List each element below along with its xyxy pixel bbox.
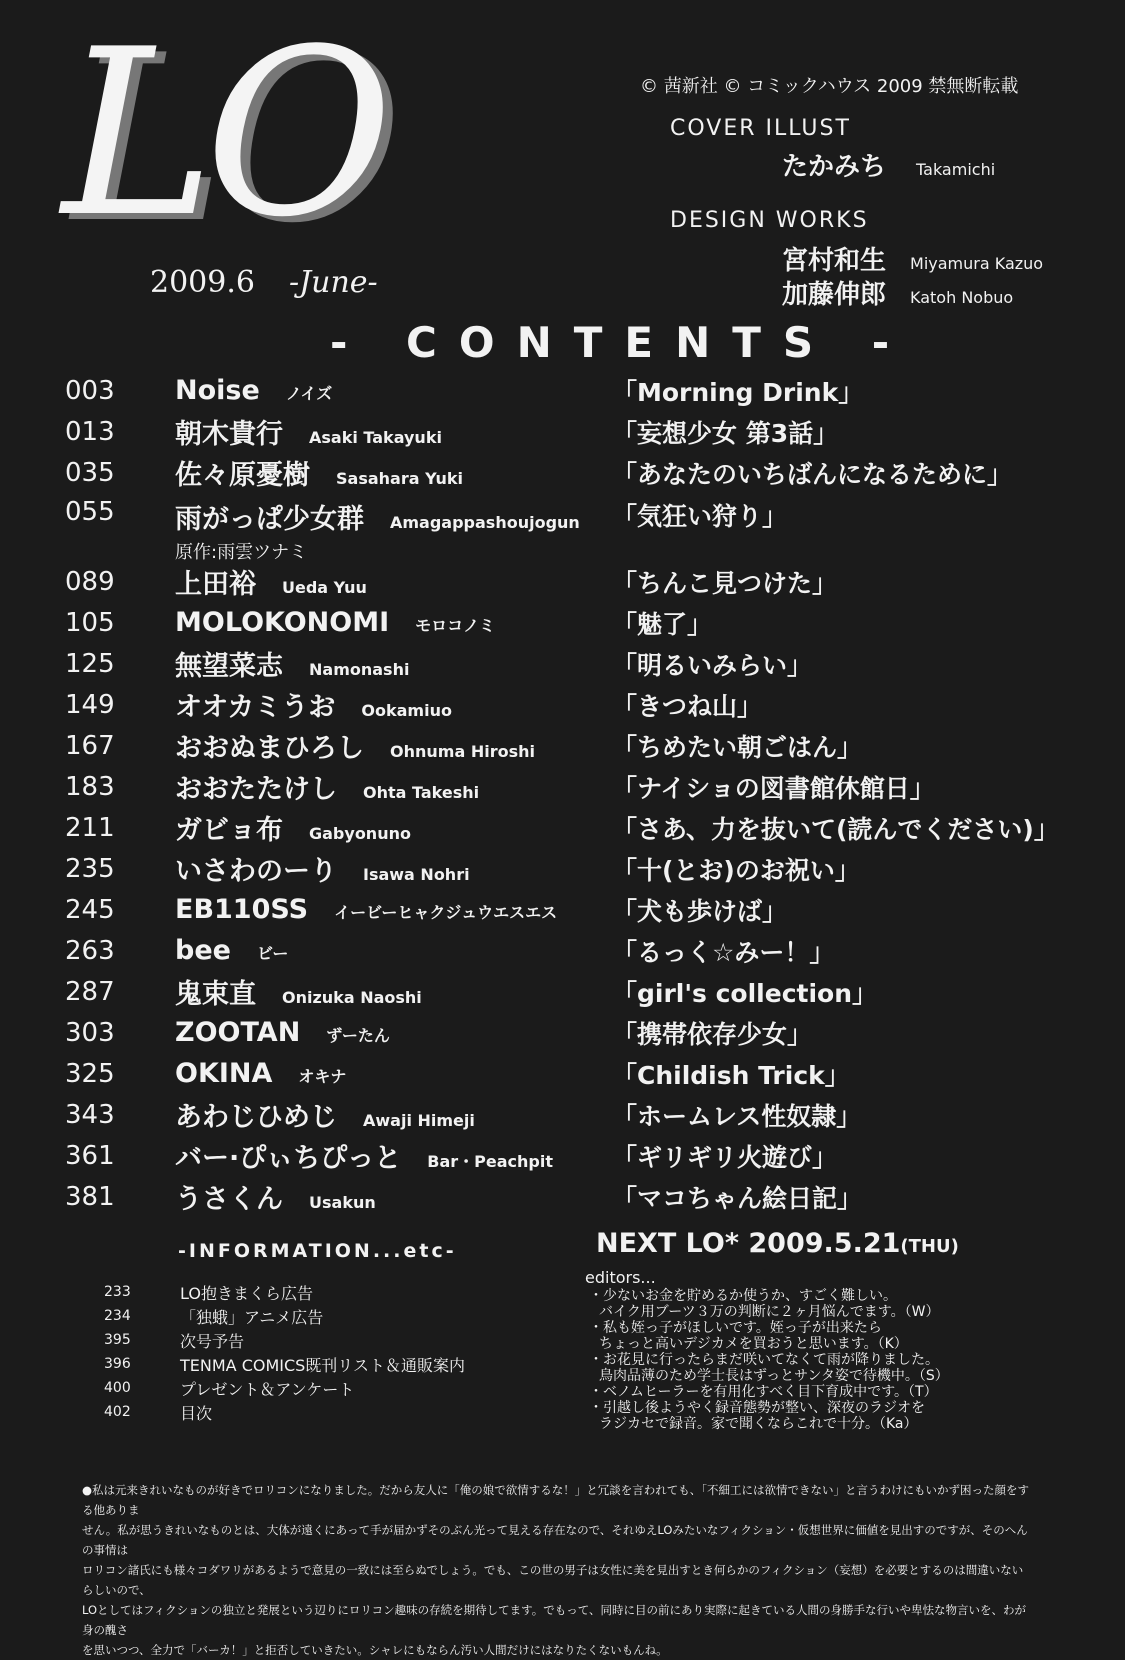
editor-note-line: 鳥肉品薄のため学士長はずっとサンタ姿で待機中。（S） [599,1368,949,1384]
table-of-contents [65,370,1105,1217]
toc-row [65,602,1105,643]
author-romaji: ノイズ [285,384,333,403]
editor-note-line: ・お花見に行ったらまだ咲いてなくて雨が降りました。 [589,1352,939,1368]
toc-row [65,1135,1105,1176]
story-title: 「ちめたい朝ごはん」 [612,732,863,762]
story-title: 「るっく☆みー！」 [612,937,835,967]
author-romaji: Gabyonuno [309,824,411,843]
editorial-line: を思いつつ、全力で「バーカ！」と拒否していきたい。シャレにもならん汚い人間だけにはなりたくないもんね。 [82,1643,668,1657]
story-title: 「気狂い狩り」 [612,502,788,531]
story-title: 「ホームレス性奴隷」 [612,1101,862,1131]
page-number: 303 [65,1017,115,1048]
editorial-line: せん。私が思うきれいなものとは、大体が遠くにあって手が届かずそのぶん光って見える存在なので、それゆえLOみたいなフィクション・仮想世界に価値を見出すのですが、そのへんの事情は [82,1523,1028,1557]
story-title: 「ナイショの図書館休館日」 [612,773,935,803]
design-credit [782,240,1043,277]
author [175,644,612,683]
toc-row [65,725,1105,766]
page-number: 245 [65,894,115,925]
design-works-heading: DESIGN WORKS [670,208,869,233]
editor-note-line: バイク用ブーツ３万の判断に２ヶ月悩んでます。（W） [599,1304,940,1320]
editorial-line: LOとしてはフィクションの独立と発展という辺りにロリコン趣味の存続を期待してます。でもって、同時に目の前にあり実際に起きている人間の身勝手な行いや卑怯な物言いを、わが身の醜さ [82,1603,1027,1637]
page-number: 149 [65,689,115,720]
story-title: 「ちんこ見つけた」 [612,568,838,598]
toc-row [65,971,1105,1012]
copyright-notice: © 茜新社 © コミックハウス 2009 禁無断転載 [640,76,1019,97]
author-name: あわじひめじ [175,1102,337,1133]
story-title: 「携帯依存少女」 [612,1019,813,1049]
page-number: 395 [104,1332,131,1348]
page-number: 396 [104,1356,131,1372]
page-number: 035 [65,457,115,488]
page-number: 055 [65,497,115,527]
author-romaji: Ohnuma Hiroshi [390,742,535,761]
contents-title: - CONTENTS - [330,318,912,367]
author [175,849,612,888]
author [175,1095,612,1134]
information-label: 目次 [180,1403,213,1423]
author [175,1058,612,1089]
author-romaji: オキナ [298,1067,347,1086]
author-name: 無望菜志 [175,651,283,682]
author [175,894,612,925]
information-label: 「独蛾」アニメ広告 [180,1307,324,1327]
author-name: 佐々原憂樹 [175,460,310,491]
toc-row [65,807,1105,848]
toc-row [65,1053,1105,1094]
page-number: 089 [65,566,115,597]
page-number: 402 [104,1404,131,1420]
toc-row [65,493,1105,561]
page-number: 235 [65,853,115,884]
toc-row [65,766,1105,807]
author-romaji: Ueda Yuu [282,578,367,597]
next-issue-label: NEXT LO* 2009.5.21 [596,1228,901,1259]
page-number: 125 [65,648,115,679]
author-name: EB110SS [175,894,309,925]
author-romaji: Ohta Takeshi [363,783,480,802]
credit-romaji: Miyamura Kazuo [910,254,1044,273]
story-title: 「十(とお)のお祝い」 [612,855,860,885]
author [175,767,612,806]
editor-note-line: ・私も姪っ子がほしいです。姪っ子が出来たら [589,1320,882,1336]
story-title: 「girl's collection」 [612,978,878,1008]
author [175,935,612,966]
story-title: 「明るいみらい」 [612,650,813,680]
page-number: 343 [65,1099,115,1130]
author [175,726,612,765]
author-romaji: ビー [256,944,289,963]
author-name: bee [175,935,231,966]
credit-romaji: Katoh Nobuo [910,288,1014,307]
toc-row [65,643,1105,684]
author-romaji: Bar・Peachpit [427,1152,553,1171]
author-name: おおぬまひろし [175,733,364,764]
author-name: Noise [175,375,260,406]
next-issue [596,1228,959,1259]
story-title: 「Childish Trick」 [612,1060,850,1090]
cover-illust-heading: COVER ILLUST [670,116,851,141]
author-romaji: Isawa Nohri [363,865,470,884]
editor-note-line: ラジカセで録音。家で聞くならこれで十分。（Ka） [599,1416,918,1432]
information-item [104,1352,465,1376]
author [175,375,612,406]
information-label: プレゼント＆アンケート [180,1379,355,1399]
next-issue-day: (THU) [900,1236,959,1257]
story-title: 「妄想少女 第3話」 [612,418,839,448]
author [175,685,612,724]
author [175,497,612,564]
page-number: 400 [104,1380,131,1396]
page-number: 211 [65,812,115,843]
page-number: 234 [104,1308,131,1324]
author-name: 朝木貴行 [175,419,283,450]
page-number: 233 [104,1284,131,1300]
author-name: MOLOKONOMI [175,607,390,638]
author-name: おおたたけし [175,774,337,805]
author [175,972,612,1011]
issue-date [150,265,378,300]
credit-name: たかみち [782,152,887,182]
page-number: 263 [65,935,115,966]
page-number: 287 [65,976,115,1007]
page-number: 003 [65,375,115,406]
author [175,1017,612,1048]
author-name: オオカミうお [175,692,336,723]
toc-row [65,561,1105,602]
author-name: バー·ぴぃちぴっと [175,1143,402,1174]
toc-row [65,1012,1105,1053]
cover-credit [782,146,995,183]
page-number: 013 [65,416,115,447]
page-number: 381 [65,1181,115,1212]
information-label: TENMA COMICS既刊リスト＆通販案内 [180,1355,465,1375]
toc-row [65,848,1105,889]
author [175,1177,612,1216]
toc-row [65,1176,1105,1217]
toc-row [65,411,1105,452]
story-title: 「さあ、力を抜いて(読んでください)」 [612,814,1059,844]
editorial-line: ロリコン諸氏にも様々コダワリがあるようで意見の一致には至らぬでしょう。でも、この世の男子は女性に美を見出すとき何らかのフィクション（妄想）を必要とするのは間違いないらしいので、 [82,1563,1024,1597]
author-name: うさくん [175,1184,283,1215]
editor-note-line: ・引越し後ようやく録音態勢が整い、深夜のラジオを [589,1400,925,1416]
author-name: 鬼束直 [175,979,256,1010]
story-title: 「あなたのいちばんになるために」 [612,459,1013,489]
author-romaji: Ookamiuo [361,701,452,720]
author-romaji: Usakun [309,1193,376,1212]
page-number: 361 [65,1140,115,1171]
author [175,453,612,492]
author-romaji: ずーたん [326,1026,390,1045]
story-title: 「魅了」 [612,609,713,639]
author [175,808,612,847]
story-title: 「犬も歩けば」 [612,896,788,926]
credit-name: 宮村和生 [782,246,887,276]
editors-notes [585,1270,949,1432]
toc-row [65,370,1105,411]
original-credit: 原作:雨雲ツナミ [175,542,308,563]
information-title: -INFORMATION...etc- [178,1240,457,1262]
page-number: 183 [65,771,115,802]
author-romaji: Onizuka Naoshi [282,988,422,1007]
author [175,412,612,451]
editor-note-line: ・少ないお金を貯めるか使うか、すごく難しい。 [589,1288,897,1304]
author-romaji: イービーヒャクジュウエスエス [334,903,558,922]
story-title: 「Morning Drink」 [612,377,864,407]
credit-name: 加藤伸郎 [782,280,887,310]
editor-note-line: ・ベノムヒーラーを有用化すべく目下育成中です。（T） [589,1384,938,1400]
author-name: 雨がっぱ少女群 [175,504,364,535]
author-name: いさわのーり [175,856,337,887]
magazine-logo: LO [62,1,384,268]
author-romaji: Namonashi [309,660,410,679]
information-item [104,1304,465,1328]
editorial-message [82,1480,1032,1660]
information-item [104,1280,465,1304]
author-romaji: モロコノミ [415,616,496,635]
design-credit [782,274,1013,311]
information-item [104,1400,465,1424]
author [175,1136,612,1175]
author-romaji: Awaji Himeji [363,1111,475,1130]
editor-note-line: ちょっと高いデジカメを買おうと思います。（K） [599,1336,908,1352]
editorial-line: ●私は元来きれいなものが好きでロリコンになりました。だから友人に「俺の娘で欲情するな！」と冗談を言われても、「不細工には欲情できない」と言うわけにもいかず困った顔をする他ありま [82,1483,1030,1517]
toc-row [65,1094,1105,1135]
author [175,562,612,601]
information-label: 次号予告 [180,1331,245,1351]
author-name: 上田裕 [175,569,256,600]
editors-heading: editors... [585,1268,656,1287]
story-title: 「マコちゃん絵日記」 [612,1183,863,1213]
page-number: 167 [65,730,115,761]
page-number: 105 [65,607,115,638]
toc-row [65,889,1105,930]
toc-row [65,684,1105,725]
author-romaji: Amagappashoujogun [390,513,580,532]
author-name: ZOOTAN [175,1017,301,1048]
information-label: LO抱きまくら広告 [180,1283,313,1303]
author-romaji: Sasahara Yuki [336,469,464,488]
author [175,607,612,638]
story-title: 「きつね山」 [612,691,763,721]
issue-number: 2009.6 [150,265,255,300]
author-name: OKINA [175,1058,273,1089]
information-item [104,1376,465,1400]
story-title: 「ギリギリ火遊び」 [612,1142,838,1172]
toc-row [65,452,1105,493]
author-romaji: Asaki Takayuki [309,428,442,447]
credit-romaji: Takamichi [916,160,996,179]
author-name: ガビョ布 [175,815,283,846]
toc-row [65,930,1105,971]
information-item [104,1328,465,1352]
information-list [104,1280,465,1424]
issue-month: -June- [288,265,378,300]
page-number: 325 [65,1058,115,1089]
